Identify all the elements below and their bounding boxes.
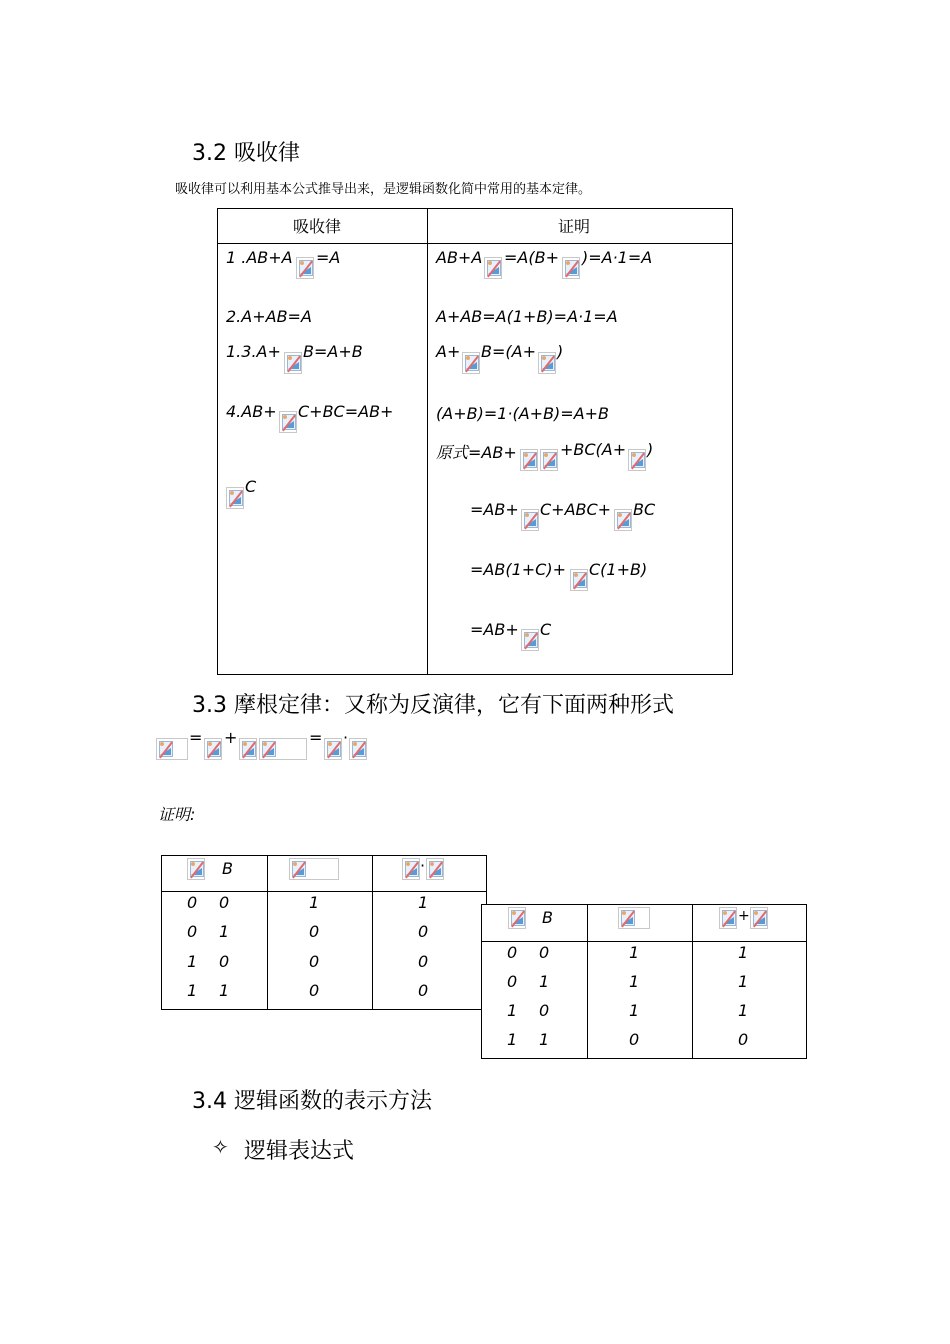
- table-cell: 1: [309, 893, 320, 912]
- broken-image-icon: [279, 411, 297, 433]
- formula-equals: =: [309, 728, 323, 747]
- proof6-b: C+ABC+: [540, 500, 612, 519]
- formula-equals: =: [189, 728, 203, 747]
- broken-image-icon: [426, 858, 444, 880]
- proof-label: 证明:: [158, 805, 196, 824]
- law3-left: 1.3.A+: [226, 342, 281, 361]
- table-cell: 1: [629, 972, 640, 991]
- proof6-c: BC: [633, 500, 656, 519]
- broken-image-icon: [324, 738, 342, 760]
- table-cell: 0: [219, 893, 230, 912]
- table-cell: 1: [629, 943, 640, 962]
- proof5-b: +BC(A+: [560, 440, 627, 459]
- header-divider: [482, 941, 806, 942]
- table-cell: 1: [187, 952, 198, 971]
- broken-image-icon: [538, 352, 556, 374]
- law1-right: =A: [316, 248, 341, 267]
- proof3-a: A+: [436, 342, 461, 361]
- header-dot: ·: [420, 856, 426, 875]
- proof1-c: )=A·1=A: [582, 248, 653, 267]
- table-cell: 0: [539, 943, 550, 962]
- section-heading-3-3: 3.3 摩根定律：又称为反演律，它有下面两种形式: [192, 693, 674, 718]
- proof5-a: 原式=AB+: [436, 443, 517, 462]
- broken-image-icon: [349, 738, 367, 760]
- broken-image-icon: [462, 352, 480, 374]
- table-cell: 1: [507, 1030, 518, 1049]
- formula-plus: +: [224, 728, 238, 747]
- broken-image-icon: [204, 738, 222, 760]
- broken-image-icon: [562, 257, 580, 279]
- absorption-intro: 吸收律可以利用基本公式推导出来，是逻辑函数化简中常用的基本定律。: [175, 182, 592, 197]
- table-cell: 0: [309, 922, 320, 941]
- header-b: B: [222, 859, 233, 878]
- table-cell: 0: [507, 943, 518, 962]
- broken-image-icon: [284, 352, 302, 374]
- section-heading-3-4: 3.4 逻辑函数的表示方法: [192, 1089, 432, 1114]
- table-cell: 1: [539, 1030, 550, 1049]
- broken-image-icon: [289, 858, 339, 880]
- table-cell: 0: [187, 922, 198, 941]
- four-point-star-icon: ✧: [212, 1135, 229, 1159]
- broken-image-icon: [521, 629, 539, 651]
- table-cell: 1: [738, 943, 749, 962]
- broken-image-icon: [628, 449, 646, 471]
- law4-left: 4.AB+: [226, 402, 277, 421]
- table-cell: 0: [418, 981, 429, 1000]
- table-cell: 0: [418, 922, 429, 941]
- broken-image-icon: [520, 449, 538, 471]
- table-cell: 1: [738, 1001, 749, 1020]
- truth-table-nor: [481, 904, 807, 1059]
- broken-image-icon: [750, 907, 768, 929]
- column-divider: [267, 856, 268, 1009]
- table-cell: 0: [507, 972, 518, 991]
- header-divider: [162, 891, 486, 892]
- proof7-a: =AB(1+C)+: [470, 560, 566, 579]
- table-cell: 0: [309, 981, 320, 1000]
- proof5-c: ): [647, 440, 654, 459]
- proof8-a: =AB+: [470, 620, 519, 639]
- broken-image-icon: [570, 569, 588, 591]
- table-cell: 1: [507, 1001, 518, 1020]
- column-divider: [427, 209, 428, 674]
- table-cell: 1: [738, 972, 749, 991]
- proof1-b: =A(B+: [504, 248, 559, 267]
- broken-image-icon: [540, 449, 558, 471]
- proof2: A+AB=A(1+B)=A·1=A: [436, 307, 618, 326]
- broken-image-icon: [239, 738, 257, 760]
- broken-image-icon: [226, 487, 244, 509]
- proof6-a: =AB+: [470, 500, 519, 519]
- table-cell: 1: [219, 922, 230, 941]
- column-divider: [692, 905, 693, 1058]
- broken-image-icon: [614, 509, 632, 531]
- table-cell: 0: [738, 1030, 749, 1049]
- truth-table-nand: [161, 855, 487, 1010]
- column-header-proof: 证明: [558, 217, 591, 236]
- proof3-c: ): [557, 342, 564, 361]
- column-header-law: 吸收律: [293, 217, 342, 236]
- broken-image-icon: [521, 509, 539, 531]
- bullet-logic-expression: 逻辑表达式: [244, 1139, 355, 1164]
- law4-continued: C: [245, 477, 257, 496]
- column-divider: [587, 905, 588, 1058]
- broken-image-icon: [484, 257, 502, 279]
- table-cell: 1: [187, 981, 198, 1000]
- table-cell: 0: [309, 952, 320, 971]
- proof3-b: B=(A+: [481, 342, 536, 361]
- proof4: (A+B)=1·(A+B)=A+B: [436, 404, 610, 423]
- table-cell: 1: [418, 893, 429, 912]
- header-plus: +: [738, 908, 750, 924]
- broken-image-icon: [156, 738, 188, 760]
- law4-right: C+BC=AB+: [298, 402, 394, 421]
- law1-left: 1 .AB+A: [226, 248, 293, 267]
- broken-image-icon: [719, 907, 737, 929]
- law3-right: B=A+B: [303, 342, 363, 361]
- header-divider: [218, 243, 732, 244]
- broken-image-icon: [259, 738, 307, 760]
- proof7-b: C(1+B): [589, 560, 648, 579]
- table-cell: 0: [539, 1001, 550, 1020]
- broken-image-icon: [402, 858, 420, 880]
- table-cell: 0: [418, 952, 429, 971]
- formula-dot: ·: [343, 728, 349, 747]
- broken-image-icon: [187, 858, 205, 880]
- broken-image-icon: [508, 907, 526, 929]
- table-cell: 1: [539, 972, 550, 991]
- section-heading-3-2: 3.2 吸收律: [192, 141, 300, 166]
- table-cell: 0: [187, 893, 198, 912]
- broken-image-icon: [618, 907, 650, 929]
- proof1-a: AB+A: [436, 248, 483, 267]
- header-b: B: [542, 908, 553, 927]
- table-cell: 1: [219, 981, 230, 1000]
- law2: 2.A+AB=A: [226, 307, 312, 326]
- table-cell: 0: [219, 952, 230, 971]
- table-cell: 0: [629, 1030, 640, 1049]
- broken-image-icon: [296, 257, 314, 279]
- table-cell: 1: [629, 1001, 640, 1020]
- column-divider: [372, 856, 373, 1009]
- proof8-b: C: [540, 620, 552, 639]
